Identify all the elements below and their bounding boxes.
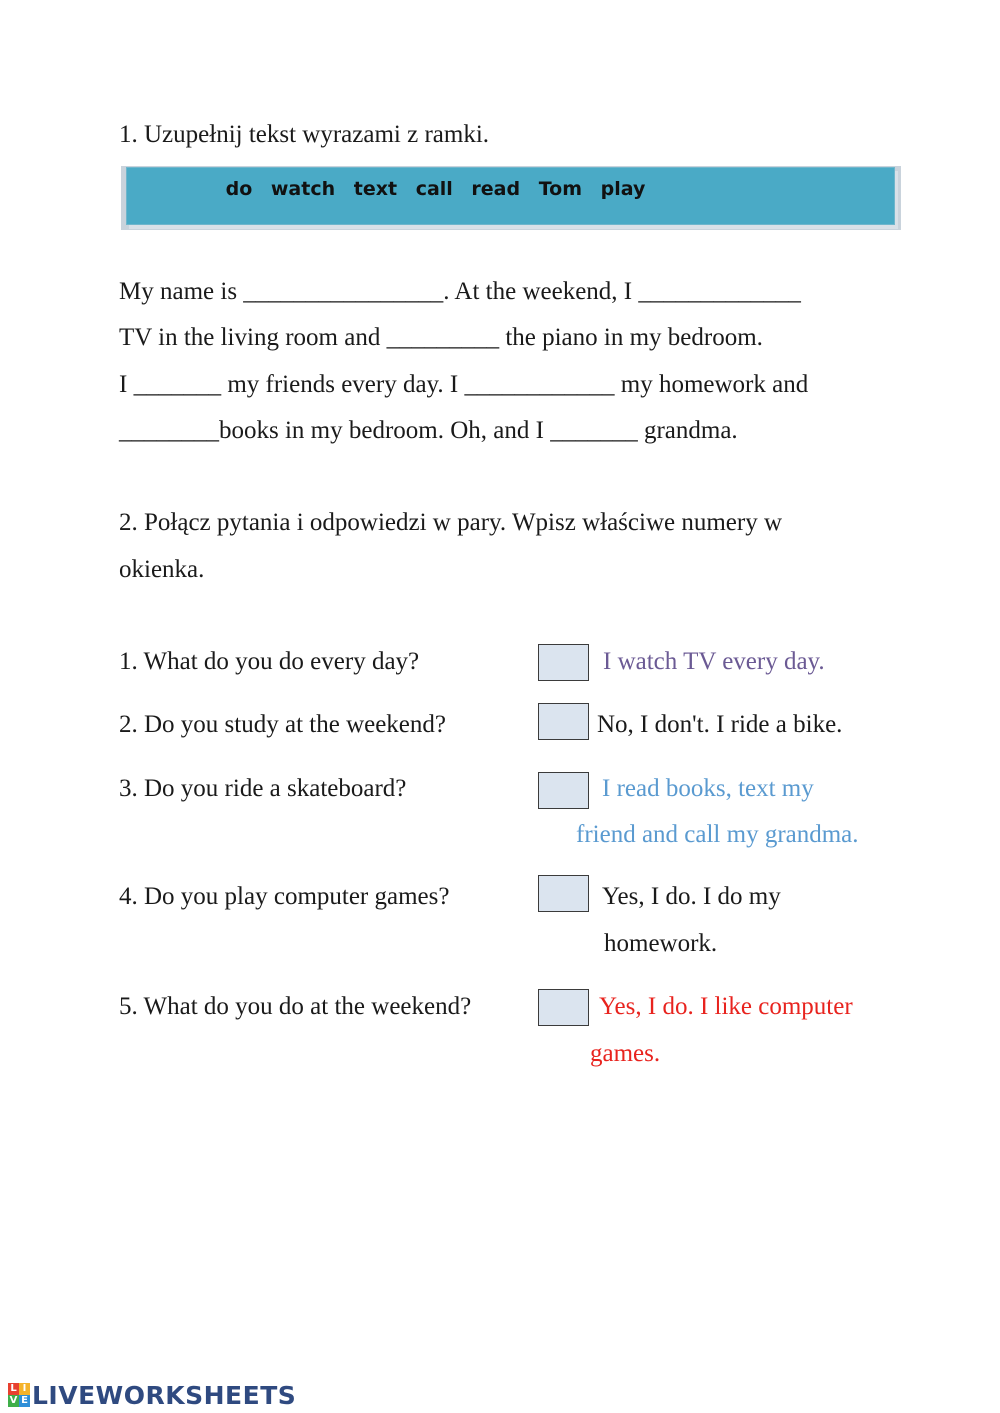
answer-box-2[interactable] (538, 703, 589, 740)
answer-text-4: Yes, I do. I do my (602, 883, 781, 910)
word-read: read (471, 178, 521, 200)
fill-line-2: TV in the living room and _________ the piano in my bedroom. (119, 324, 763, 351)
answer-box-1[interactable] (538, 644, 589, 681)
question-4: 4. Do you play computer games? (119, 883, 450, 910)
answer-text-3: I read books, text my (602, 775, 814, 802)
word-watch: watch (270, 178, 336, 200)
logo-icon-letter-i: I (19, 1383, 30, 1395)
logo-icon-letter-l: L (8, 1383, 19, 1395)
answer-text-3-cont: friend and call my grandma. (576, 821, 859, 848)
logo-icon-letter-e: E (19, 1395, 30, 1407)
exercise-2-instruction-cont: okienka. (119, 556, 205, 583)
answer-text-5: Yes, I do. I like computer (599, 993, 853, 1020)
fill-line-3: I _______ my friends every day. I ____________ my homework and (119, 371, 809, 398)
word-do: do (225, 178, 253, 200)
word-tom: Tom (538, 178, 583, 200)
question-5: 5. What do you do at the weekend? (119, 993, 472, 1020)
word-box (126, 167, 895, 225)
question-1: 1. What do you do every day? (119, 648, 420, 675)
answer-box-4[interactable] (538, 875, 589, 912)
word-call: call (415, 178, 453, 200)
answer-text-5-cont: games. (590, 1040, 661, 1067)
answer-box-5[interactable] (538, 989, 589, 1026)
exercise-2-instruction: 2. Połącz pytania i odpowiedzi w pary. Wpisz właściwe numery w (119, 509, 783, 536)
answer-text-2: No, I don't. I ride a bike. (597, 711, 843, 738)
answer-text-1: I watch TV every day. (603, 648, 825, 675)
answer-box-3[interactable] (538, 772, 589, 809)
liveworksheets-logo-text: LIVEWORKSHEETS (32, 1380, 297, 1410)
word-list (127, 178, 894, 200)
question-3: 3. Do you ride a skateboard? (119, 775, 407, 802)
word-text: text (353, 178, 398, 200)
fill-line-1: My name is ________________. At the weekend, I _____________ (119, 278, 801, 305)
exercise-1-instruction: 1. Uzupełnij tekst wyrazami z ramki. (119, 121, 490, 148)
fill-line-4: ________books in my bedroom. Oh, and I _______ grandma. (119, 417, 738, 444)
logo-icon-letter-v: V (9, 1395, 18, 1406)
question-2: 2. Do you study at the weekend? (119, 711, 447, 738)
answer-text-4-cont: homework. (604, 930, 718, 957)
word-play: play (600, 178, 646, 200)
liveworksheets-logo-icon (8, 1383, 30, 1407)
liveworksheets-logo[interactable] (8, 1380, 296, 1410)
